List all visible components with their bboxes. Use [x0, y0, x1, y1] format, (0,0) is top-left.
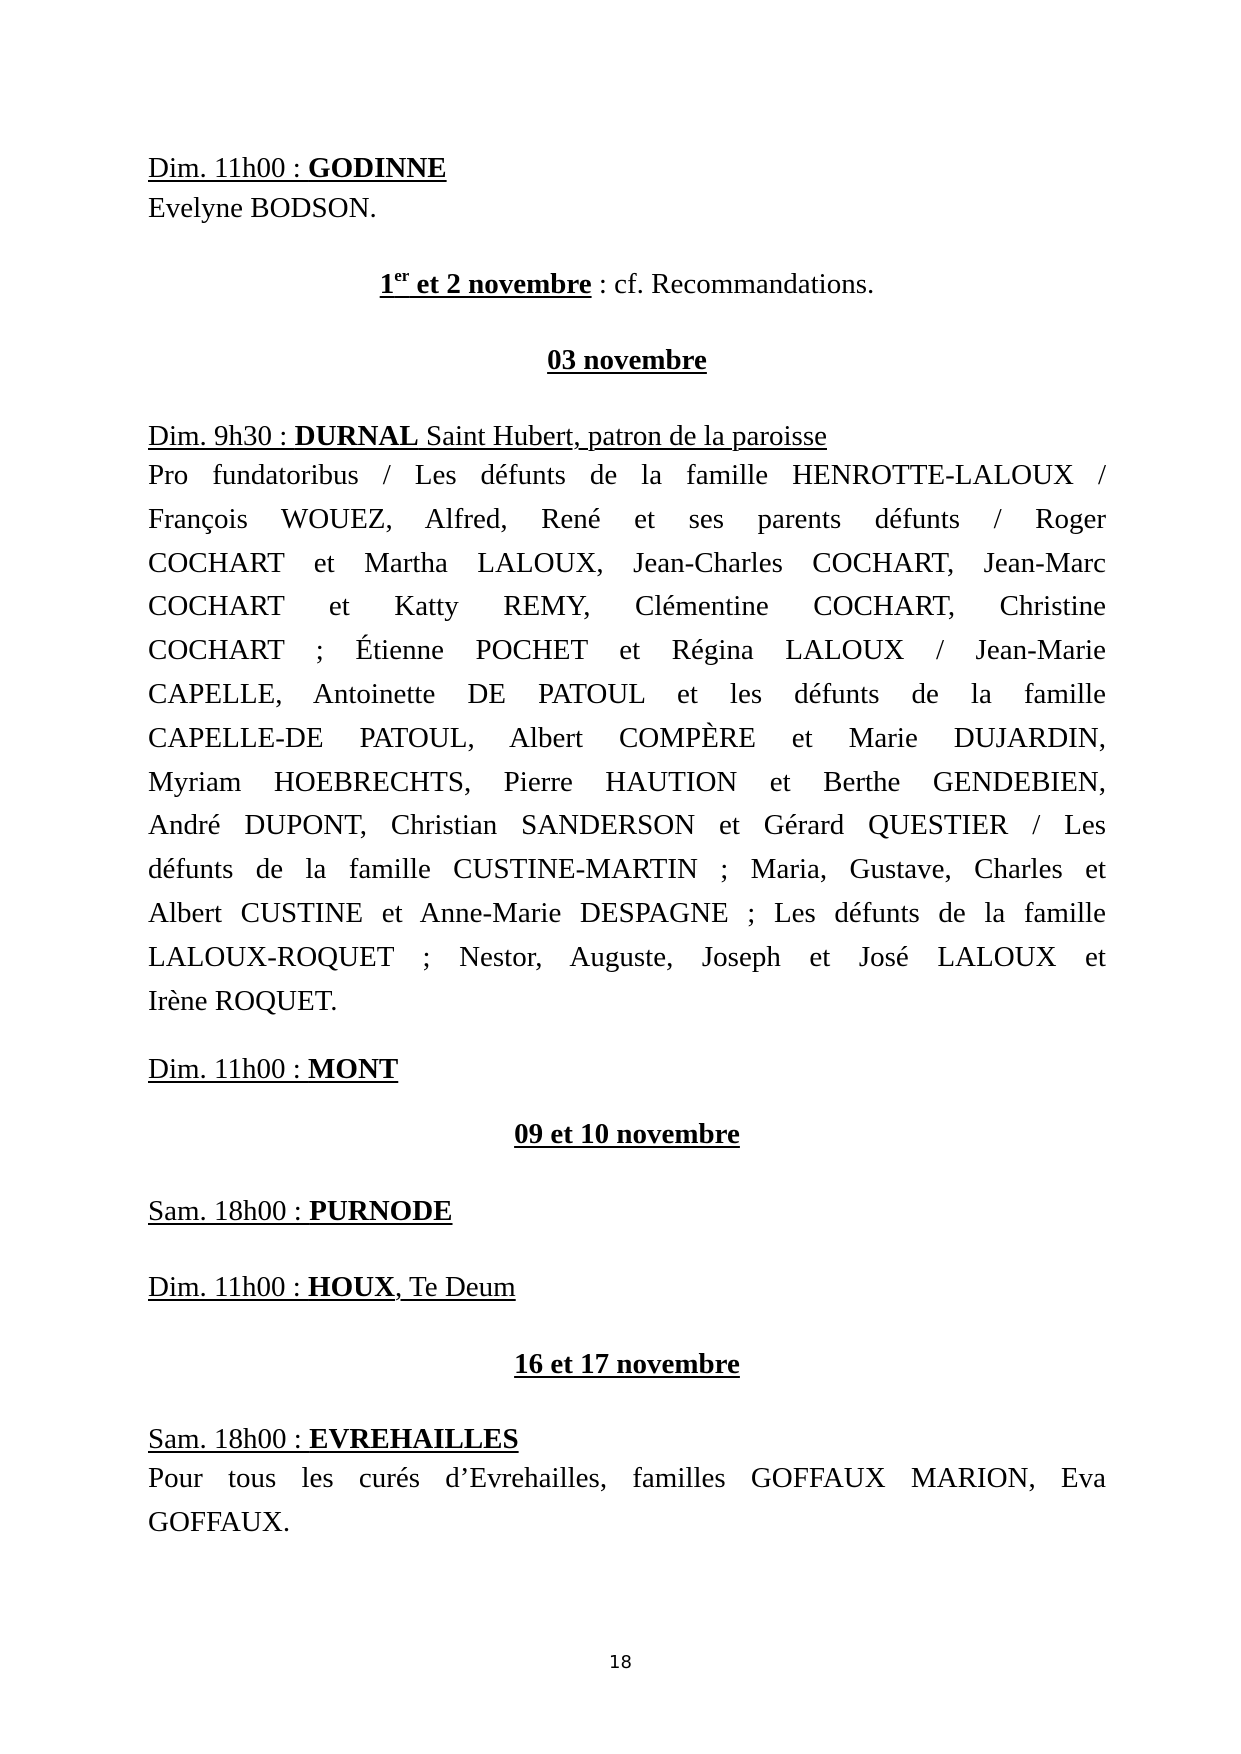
- toussaint-heading: [148, 266, 1106, 302]
- intention-line: LALOUX-ROQUET ; Nestor, Auguste, Joseph et José LALOUX et: [148, 940, 1106, 973]
- mass-detail: Saint Hubert, patron de la paroisse: [418, 420, 827, 452]
- intention-line: CAPELLE, Antoinette DE PATOUL et les défunts de la famille: [148, 677, 1106, 710]
- mass-detail: , Te Deum: [395, 1271, 516, 1303]
- mass-time: Dim. 11h00 :: [148, 1053, 309, 1085]
- mass-place: PURNODE: [309, 1195, 453, 1227]
- mass-place: HOUX: [308, 1271, 396, 1303]
- intention-line: Pour tous les curés d’Evrehailles, familles GOFFAUX MARION, Eva: [148, 1462, 1106, 1494]
- mass-durnal-header: [148, 418, 827, 454]
- intention-line: Myriam HOEBRECHTS, Pierre HAUTION et Berthe GENDEBIEN,: [148, 765, 1106, 798]
- intention-line: CAPELLE-DE PATOUL, Albert COMPÈRE et Marie DUJARDIN,: [148, 721, 1106, 754]
- page-number: 18: [609, 1652, 632, 1673]
- mass-mont-header: [148, 1051, 398, 1087]
- intention-line: COCHART et Katty REMY, Clémentine COCHART, Christine: [148, 590, 1106, 623]
- date-heading-09-10-novembre: 09 et 10 novembre: [514, 1118, 740, 1150]
- date-heading-03-novembre: 03 novembre: [547, 344, 707, 376]
- mass-time: Dim. 9h30 :: [148, 420, 295, 452]
- intention-line: Pro fundatoribus / Les défunts de la famille HENROTTE-LALOUX /: [148, 459, 1106, 491]
- mass-place: GODINNE: [308, 152, 447, 184]
- mass-time: Sam. 18h00 :: [148, 1423, 310, 1455]
- mass-place: DURNAL: [294, 420, 419, 452]
- mass-place: MONT: [308, 1053, 399, 1085]
- intention-line: Albert CUSTINE et Anne-Marie DESPAGNE ; Les défunts de la famille: [148, 896, 1106, 929]
- intention-line: COCHART et Martha LALOUX, Jean-Charles COCHART, Jean-Marc: [148, 546, 1106, 579]
- mass-evrehailles-header: [148, 1421, 519, 1457]
- date-heading-16-17-novembre: 16 et 17 novembre: [514, 1348, 740, 1380]
- intention-line: COCHART ; Étienne POCHET et Régina LALOUX / Jean-Marie: [148, 634, 1106, 667]
- mass-time: Dim. 11h00 :: [148, 1271, 309, 1303]
- intention-line: défunts de la famille CUSTINE-MARTIN ; Maria, Gustave, Charles et: [148, 853, 1106, 886]
- mass-intention: Evelyne BODSON.: [148, 192, 377, 224]
- mass-houx-header: [148, 1269, 516, 1305]
- mass-godinne-header: [148, 150, 447, 186]
- mass-durnal-intentions: [148, 454, 1106, 1023]
- recommendation-note: : cf. Recommandations.: [591, 268, 875, 300]
- intention-line: François WOUEZ, Alfred, René et ses parents défunts / Roger: [148, 502, 1106, 535]
- mass-time: Dim. 11h00 :: [148, 152, 309, 184]
- date-heading: 1er et 2 novembre: [379, 266, 592, 300]
- intention-line: Irène ROQUET.: [148, 984, 338, 1017]
- mass-time: Sam. 18h00 :: [148, 1195, 310, 1227]
- mass-place: EVREHAILLES: [309, 1423, 519, 1455]
- intention-line: GOFFAUX.: [148, 1505, 291, 1538]
- intention-line: André DUPONT, Christian SANDERSON et Gérard QUESTIER / Les: [148, 809, 1106, 842]
- mass-purnode-header: [148, 1193, 453, 1229]
- mass-evrehailles-intentions: [148, 1457, 1106, 1545]
